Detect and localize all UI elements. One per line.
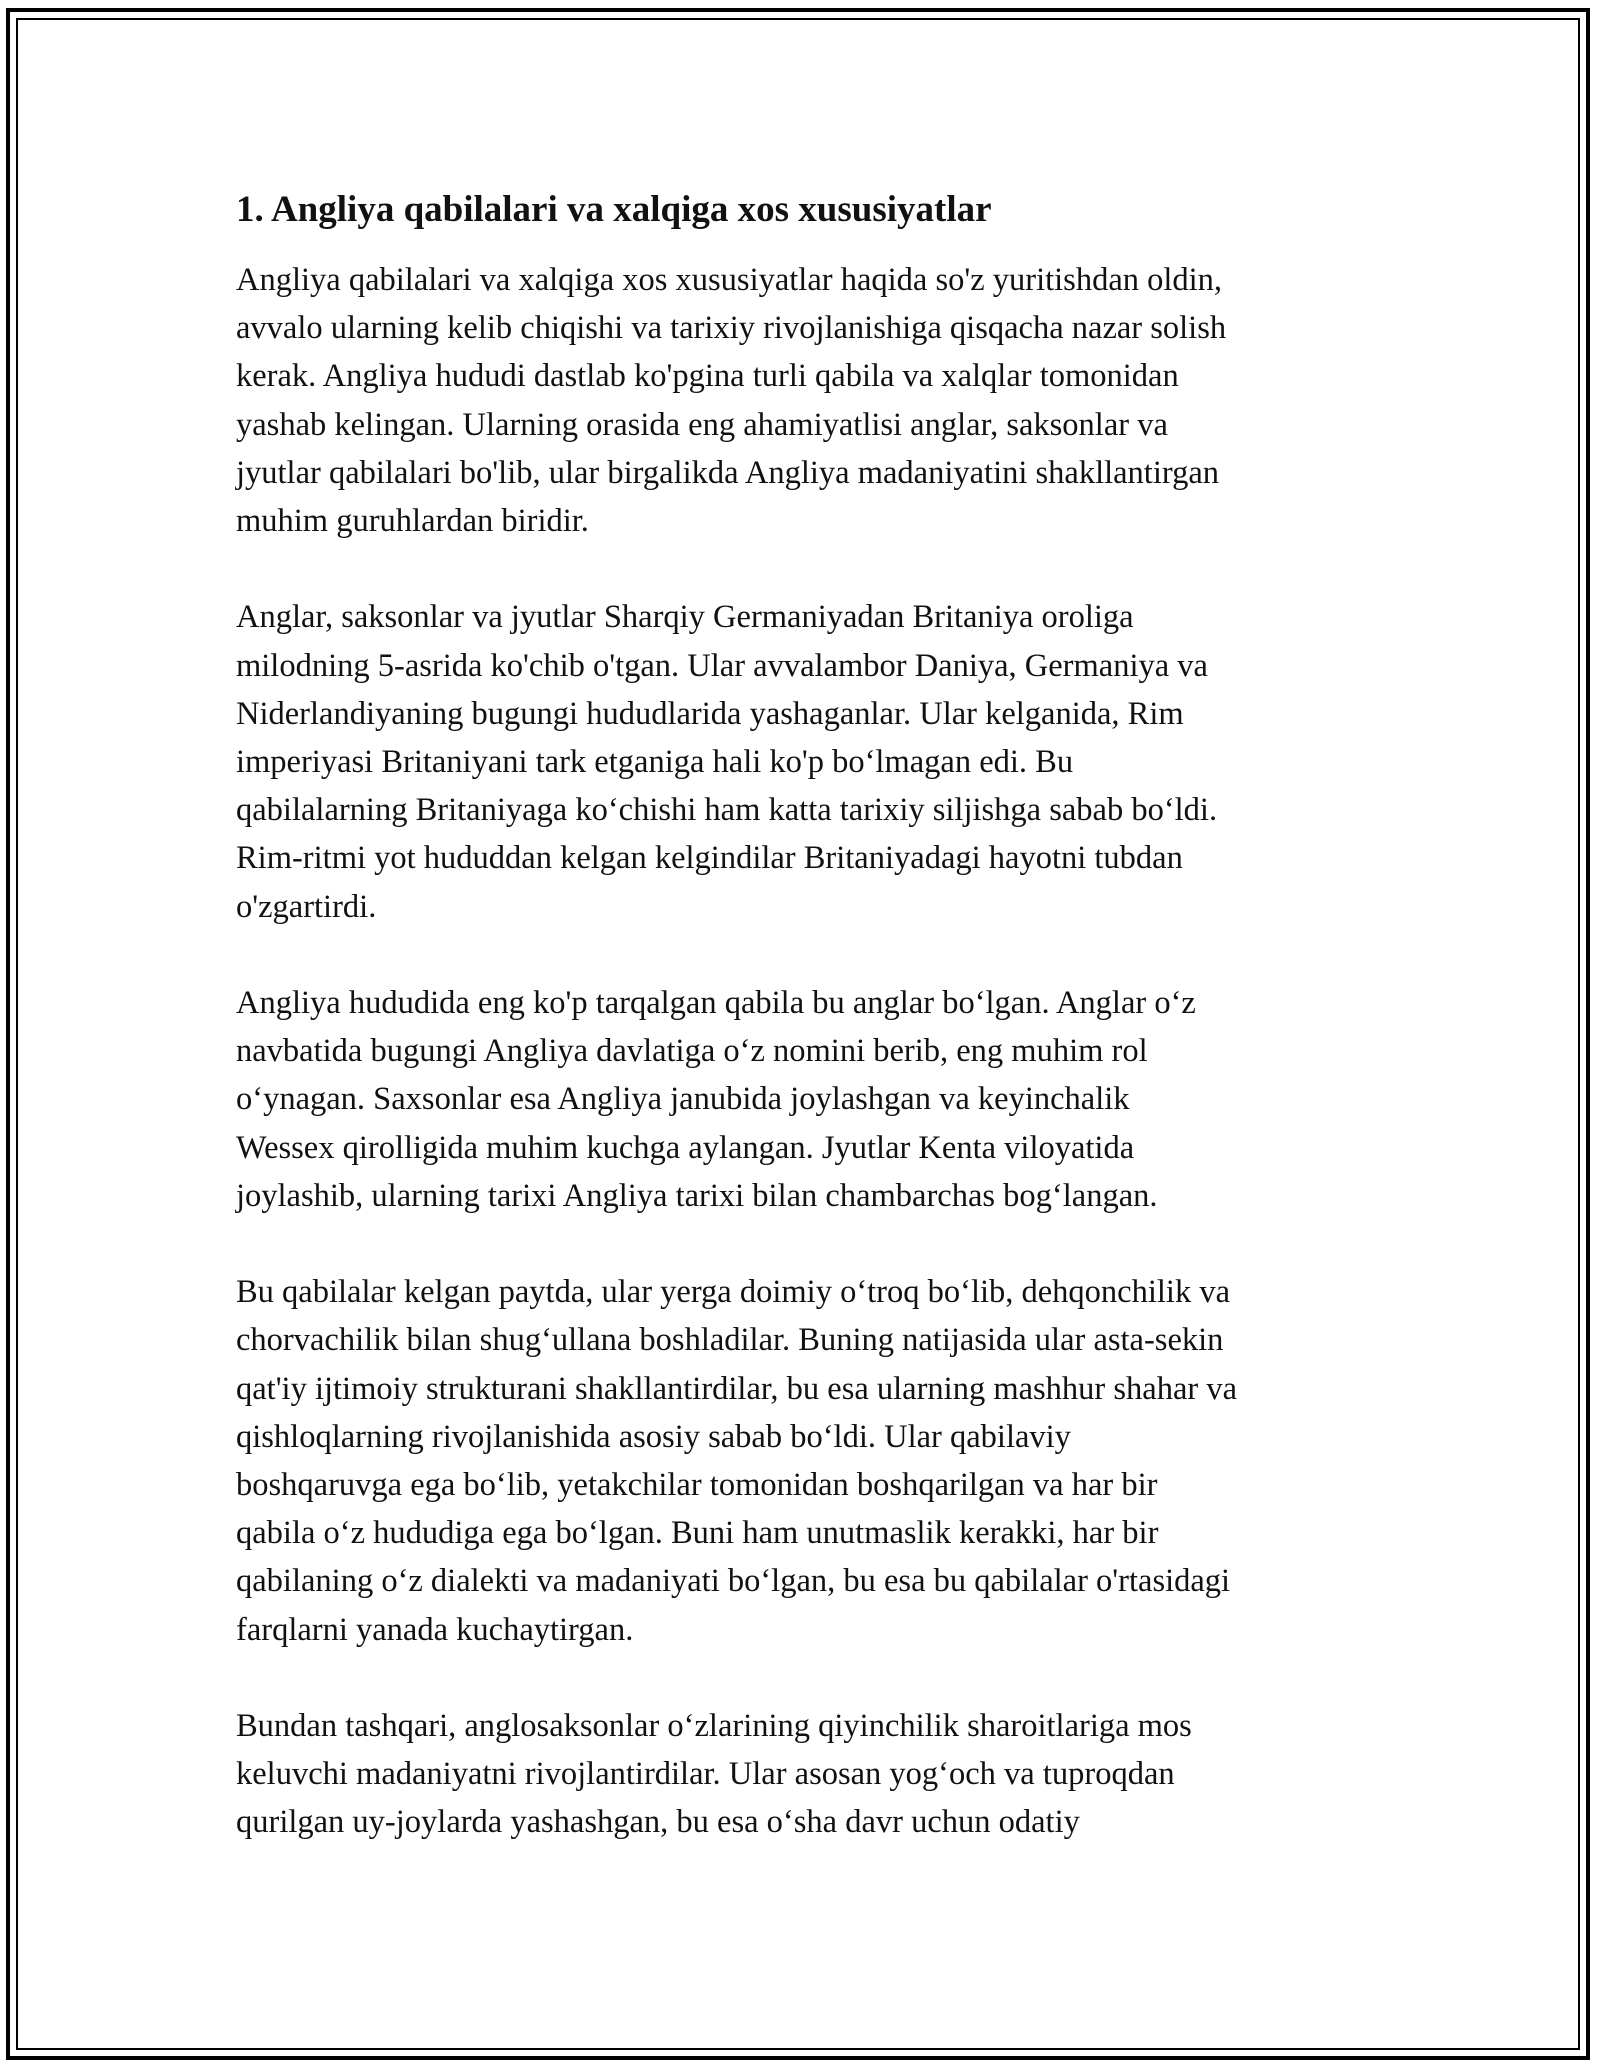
paragraph-4: Bu qabilalar kelgan paytda, ular yerga doimiy o‘troq bo‘lib, dehqonchilik va chorvachilik bilan shug‘ullana boshladilar. Buning natijasida ular asta-sekin qat'iy ijtimoiy strukturani shakllantirdilar, bu esa ularning mashhur shahar va qishloqlarning rivojlanishida asosiy sabab bo‘ldi. Ular qabilaviy boshqaruvga ega bo‘lib, yetakchilar tomonidan boshqarilgan va har bir qabila o‘z hududiga ega bo‘lgan. Buni ham unutmaslik kerakki, har bir qabilaning o‘z dialekti va madaniyati bo‘lgan, bu esa bu qabilalar o'rtasidagi farqlarni yanada kuchaytirgan. xyxy=(236,1274,1237,1648)
paragraph-3: Angliya hududida eng ko'p tarqalgan qabila bu anglar bo‘lgan. Anglar o‘z navbatida bugungi Angliya davlatiga o‘z nomini berib, eng muhim rol o‘ynagan. Saxsonlar esa Angliya janubida joylashgan va keyinchalik Wessex qirolligida muhim kuchga aylangan. Jyutlar Kenta viloyatida joylashib, ularning tarixi Angliya tarixi bilan chambarchas bog‘langan. xyxy=(236,985,1196,1214)
paragraph-2: Anglar, saksonlar va jyutlar Sharqiy Germaniyadan Britaniya oroliga milodning 5-asrida ko'chib o'tgan. Ular avvalambor Daniya, Germaniya va Niderlandiyaning bugungi hududlarida yashaganlar. Ular kelganida, Rim imperiyasi Britaniyani tark etganiga hali ko'p bo‘lmagan edi. Bu qabilalarning Britaniyaga ko‘chishi ham katta tarixiy siljishga sabab bo‘ldi. Rim-ritmi yot hududdan kelgan kelgindilar Britaniyadagi hayotni tubdan o'zgartirdi. xyxy=(236,599,1218,925)
document-body xyxy=(236,186,1386,1895)
paragraph-5: Bundan tashqari, anglosaksonlar o‘zlarining qiyinchilik sharoitlariga mos keluvchi madaniyatni rivojlantirdilar. Ular asosan yog‘och va tuproqdan qurilgan uy-joylarda yashashgan, bu esa o‘sha davr uchun odatiy xyxy=(236,1708,1192,1841)
section-heading: 1. Angliya qabilalari va xalqiga xos xususiyatlar xyxy=(236,189,992,230)
paragraph-1: Angliya qabilalari va xalqiga xos xususiyatlar haqida so'z yuritishdan oldin, avvalo ularning kelib chiqishi va tarixiy rivojlanishiga qisqacha nazar solish kerak. Angliya hududi dastlab ko'pgina turli qabila va xalqlar tomonidan yashab kelingan. Ularning orasida eng ahamiyatlisi anglar, saksonlar va jyutlar qabilalari bo'lib, ular birgalikda Angliya madaniyatini shakllantirgan muhim guruhlardan biridir. xyxy=(236,262,1227,540)
